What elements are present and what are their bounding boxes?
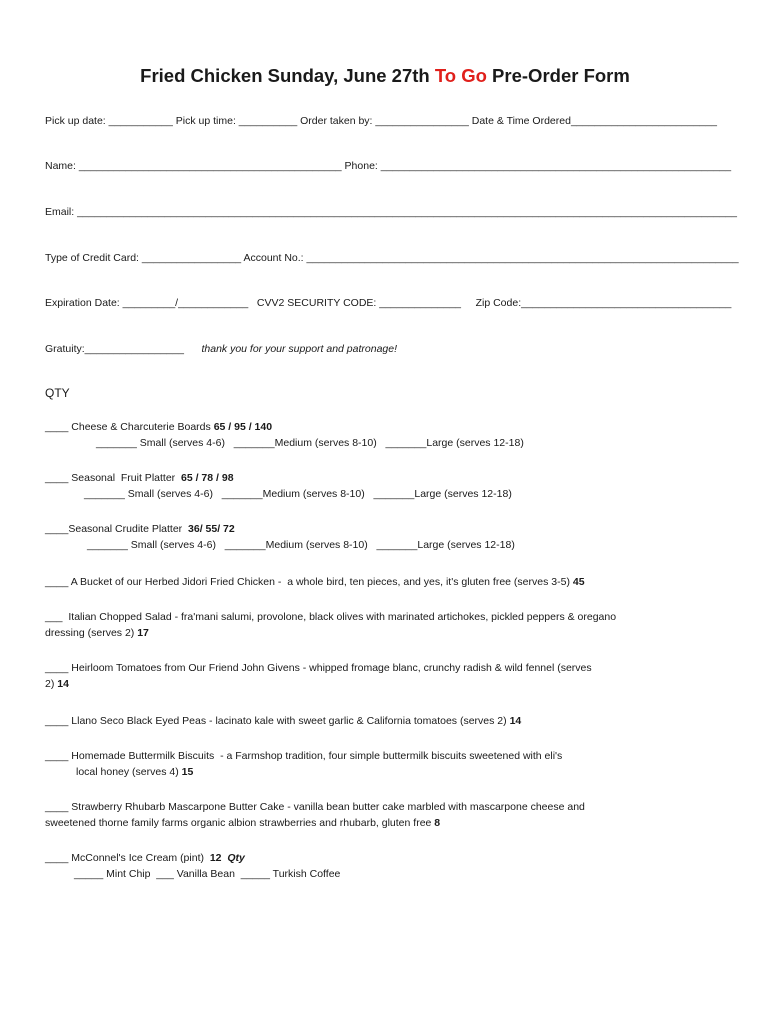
gratuity-field[interactable]: Gratuity:_________________	[45, 343, 184, 355]
item-fruit-label: ____ Seasonal Fruit Platter	[45, 472, 181, 484]
credit-card-fields[interactable]: Type of Credit Card: _________________ Account No.: __________________________________________________________________________	[45, 252, 739, 264]
item-black-eyed-peas[interactable]	[45, 714, 521, 728]
item-salad-label2: dressing (serves 2)	[45, 627, 138, 639]
title-part2: Pre-Order Form	[486, 65, 630, 86]
item-crudite-sizes[interactable]: _______ Small (serves 4-6) _______Medium (serves 8-10) _______Large (serves 12-18)	[87, 539, 515, 551]
item-buttermilk-biscuits[interactable]: ____ Homemade Buttermilk Biscuits - a Farmshop tradition, four simple buttermilk biscuits sweetened with eli's	[45, 750, 563, 762]
item-salad-line2	[45, 626, 149, 640]
item-icecream-flavors[interactable]: _____ Mint Chip ___ Vanilla Bean _____ Turkish Coffee	[74, 868, 341, 880]
item-tomatoes-price: 14	[57, 678, 69, 690]
item-fruit-price: 65 / 78 / 98	[181, 472, 234, 484]
expiration-cvv-zip-fields[interactable]: Expiration Date: _________/____________ CVV2 SECURITY CODE: ______________ Zip Code:____________________________________	[45, 297, 732, 309]
item-chicken-label: ____ A Bucket of our Herbed Jidori Fried Chicken - a whole bird, ten pieces, and yes, it's gluten free (serves 3-5)	[45, 576, 573, 588]
name-phone-fields[interactable]: Name: _____________________________________________ Phone: ____________________________________________________________	[45, 160, 732, 172]
item-crudite-label: ____Seasonal Crudite Platter	[45, 523, 189, 535]
item-icecream-qty-label: Qty	[227, 852, 245, 864]
email-field[interactable]: Email: _________________________________________________________________________________________________________________	[45, 206, 737, 218]
item-crudite-platter[interactable]	[45, 522, 235, 536]
item-heirloom-tomatoes[interactable]: ____ Heirloom Tomatoes from Our Friend John Givens - whipped fromage blanc, crunchy radish & wild fennel (serves	[45, 662, 592, 674]
gratuity-row	[45, 342, 397, 356]
item-fried-chicken[interactable]	[45, 575, 585, 589]
item-tomatoes-line2	[45, 677, 69, 691]
pickup-fields-row[interactable]: Pick up date: ___________ Pick up time: __________ Order taken by: ________________ Date & Time Ordered_________________________	[45, 115, 717, 127]
item-biscuits-label2: local honey (serves 4)	[76, 766, 182, 778]
item-biscuits-price: 15	[181, 766, 194, 778]
item-crudite-price: 36/ 55/ 72	[188, 523, 235, 535]
item-cheese-sizes[interactable]: _______ Small (serves 4-6) _______Medium (serves 8-10) _______Large (serves 12-18)	[96, 437, 524, 449]
item-peas-label: ____ Llano Seco Black Eyed Peas - lacinato kale with sweet garlic & California tomatoes (serves 2)	[45, 715, 510, 727]
item-icecream-label: ____ McConnel's Ice Cream (pint)	[45, 852, 210, 864]
item-cheese-boards[interactable]	[45, 420, 272, 434]
item-ice-cream[interactable]	[45, 851, 245, 865]
item-cheese-label: ____ Cheese & Charcuterie Boards	[45, 421, 214, 433]
title-to-go: To Go	[434, 65, 487, 86]
title-part1: Fried Chicken Sunday, June 27th	[140, 65, 435, 86]
item-tomatoes-label2: 2)	[45, 678, 58, 690]
item-chopped-salad[interactable]: ___ Italian Chopped Salad - fra'mani salumi, provolone, black olives with marinated artichokes, pickled peppers & oregano	[45, 611, 617, 623]
item-biscuits-line2	[76, 765, 193, 779]
item-chicken-price: 45	[572, 576, 585, 588]
qty-heading: QTY	[45, 386, 70, 400]
page-title	[0, 65, 770, 87]
item-salad-price: 17	[137, 627, 149, 639]
thank-you-note: thank you for your support and patronage!	[201, 343, 398, 355]
item-cake-price: 8	[434, 817, 441, 829]
item-fruit-sizes[interactable]: _______ Small (serves 4-6) _______Medium (serves 8-10) _______Large (serves 12-18)	[84, 488, 512, 500]
item-fruit-platter[interactable]	[45, 471, 234, 485]
item-cake-line2	[45, 816, 440, 830]
item-cheese-price: 65 / 95 / 140	[213, 421, 273, 433]
item-cake-label2: sweetened thorne family farms organic albion strawberries and rhubarb, gluten free	[45, 817, 435, 829]
item-peas-price: 14	[509, 715, 522, 727]
item-icecream-price: 12	[209, 852, 222, 864]
item-butter-cake[interactable]: ____ Strawberry Rhubarb Mascarpone Butter Cake - vanilla bean butter cake marbled with mascarpone cheese and	[45, 801, 585, 813]
